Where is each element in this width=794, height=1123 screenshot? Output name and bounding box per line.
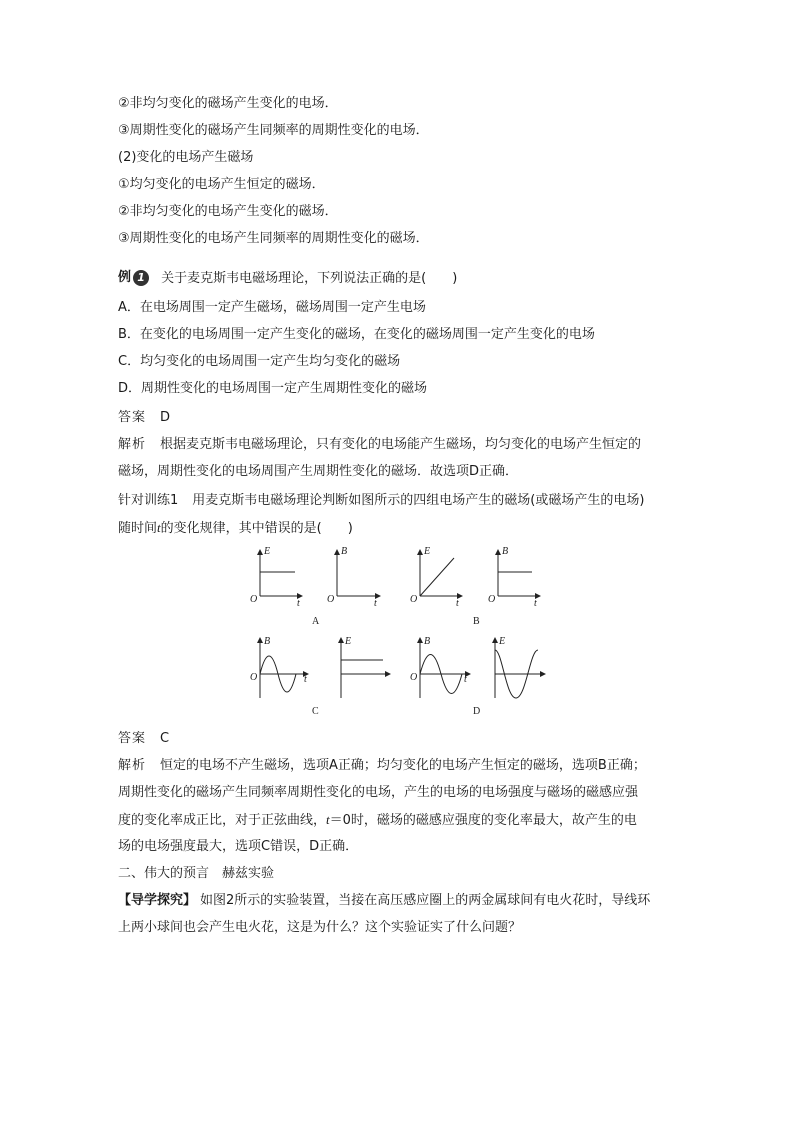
- option-a: A．在电场周围一定产生磁场，磁场周围一定产生电场: [118, 300, 426, 315]
- training-question: [118, 491, 644, 511]
- graph-d-left: [420, 638, 470, 698]
- analysis-text: 根据麦克斯韦电磁场理论，只有变化的电场能产生磁场，均匀变化的电场产生恒定的: [160, 437, 642, 452]
- axis-label-e: E: [424, 546, 431, 557]
- equation-value: ＝0: [329, 813, 351, 828]
- graph-d-label: D: [473, 706, 481, 717]
- graph-c-left: [260, 638, 308, 698]
- graph-c-label: C: [312, 706, 319, 717]
- analysis-text: 周期性变化的磁场产生同频率周期性变化的电场，产生的电场的电场强度与磁场的磁感应强: [118, 785, 639, 800]
- analysis-label: 解析: [118, 758, 147, 773]
- axis-label-b: B: [424, 636, 431, 647]
- text-line: ①均匀变化的电场产生恒定的磁场．: [118, 177, 325, 192]
- graphs-figure: [240, 540, 560, 720]
- graph-c-right: [341, 638, 390, 698]
- axis-label-t: t: [297, 598, 300, 609]
- example-analysis: [118, 435, 641, 455]
- guide-question: [118, 891, 650, 911]
- analysis-label: 解析: [118, 437, 147, 452]
- option-b: B．在变化的电场周围一定产生变化的磁场，在变化的磁场周围一定产生变化的电场: [118, 327, 595, 342]
- analysis-text: 恒定的电场不产生磁场，选项A正确；均匀变化的电场产生恒定的磁场，选项B正确；: [160, 758, 646, 773]
- guide-label: 【导学探究】: [118, 893, 197, 908]
- axis-label-o: O: [488, 594, 496, 605]
- axis-label-t: t: [374, 598, 377, 609]
- training-question-2: [118, 518, 353, 539]
- guide-text: 上两小球间也会产生电火花，这是为什么？这个实验证实了什么问题？: [118, 920, 522, 935]
- axis-label-o: O: [250, 672, 258, 683]
- axis-label-b: B: [264, 636, 271, 647]
- axis-label-e: E: [345, 636, 352, 647]
- training-answer: [118, 729, 169, 749]
- axis-label-o: O: [410, 594, 418, 605]
- example-question: [118, 268, 457, 289]
- text-line: ③周期性变化的电场产生同频率的周期性变化的磁场．: [118, 231, 429, 246]
- axis-label-o: O: [410, 672, 418, 683]
- example-answer: [118, 408, 170, 428]
- variable-t: t: [326, 812, 330, 827]
- text-line: ②非均匀变化的电场产生变化的磁场．: [118, 204, 338, 219]
- training-analysis: [118, 756, 646, 776]
- training-text: 的变化规律，其中错误的是( ): [160, 521, 353, 536]
- axis-label-t: t: [456, 598, 459, 609]
- axis-label-e: E: [499, 636, 506, 647]
- text-line: ③周期性变化的磁场产生同频率的周期性变化的电场．: [118, 123, 429, 138]
- axis-label-e: E: [264, 546, 271, 557]
- axis-label-b: B: [502, 546, 509, 557]
- example-badge: [118, 268, 149, 288]
- graph-b-label: B: [473, 616, 480, 627]
- guide-text: 如图2所示的实验装置，当接在高压感应圈上的两金属球间有电火花时，导线环: [200, 893, 651, 908]
- text-line: ②非均匀变化的磁场产生变化的电场．: [118, 96, 338, 111]
- linear-line: [420, 558, 454, 596]
- answer-label: 答案: [118, 410, 147, 425]
- question-text: 关于麦克斯韦电磁场理论，下列说法正确的是( ): [161, 270, 458, 286]
- analysis-text: 度的变化率成正比，对于正弦曲线，: [118, 813, 327, 828]
- answer-value: D: [160, 410, 171, 425]
- answer-label: 答案: [118, 731, 147, 746]
- answer-value: C: [160, 731, 170, 746]
- text-line: (2)变化的电场产生磁场: [118, 150, 254, 165]
- variable-t: t: [157, 520, 161, 535]
- training-text: 用麦克斯韦电磁场理论判断如图所示的四组电场产生的磁场(或磁场产生的电场): [192, 493, 645, 508]
- axis-label-b: B: [341, 546, 348, 557]
- graph-d-right: [495, 638, 545, 698]
- section-title: 二、伟大的预言 赫兹实验: [118, 866, 275, 881]
- example-number: 1: [133, 270, 149, 286]
- training-label: 针对训练1: [118, 493, 179, 508]
- axis-label-t: t: [304, 674, 307, 685]
- analysis-text: 场的电场强度最大，选项C错误，D正确．: [118, 839, 359, 854]
- option-c: C．均匀变化的电场周围一定产生均匀变化的磁场: [118, 354, 401, 369]
- analysis-text: 时，磁场的磁感应强度的变化率最大，故产生的电: [350, 813, 637, 828]
- axis-label-t: t: [464, 674, 467, 685]
- analysis-text-3: [118, 810, 637, 831]
- example-label: 例: [118, 270, 132, 285]
- option-d: D．周期性变化的电场周围一定产生周期性变化的磁场: [118, 381, 428, 396]
- training-text: 随时间: [118, 521, 158, 536]
- analysis-text: 磁场，周期性变化的电场周围产生周期性变化的磁场．故选项D正确．: [118, 464, 519, 479]
- axis-label-o: O: [327, 594, 335, 605]
- axis-label-o: O: [250, 594, 258, 605]
- graph-a-label: A: [312, 616, 320, 627]
- axis-label-t: t: [534, 598, 537, 609]
